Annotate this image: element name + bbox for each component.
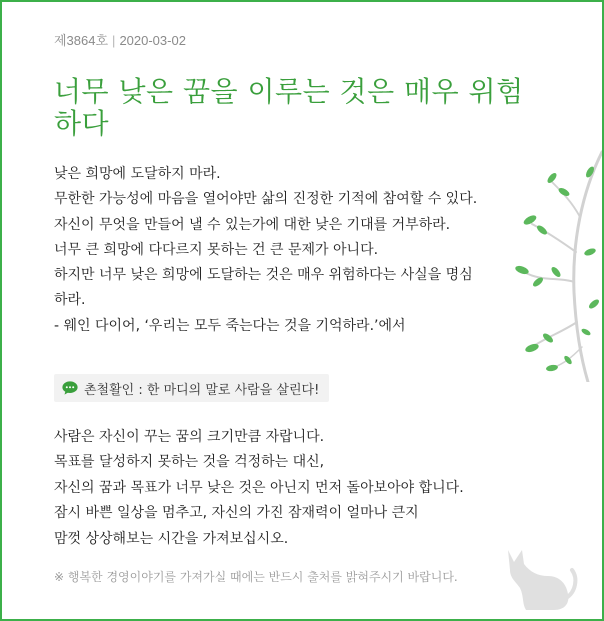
tree-branch-icon (502, 132, 602, 382)
commentary-line: 맘껏 상상해보는 시간을 가져보십시오. (54, 530, 289, 547)
quote-source: - 웨인 다이어, ‘우리는 모두 죽는다는 것을 기억하라.’에서 (54, 317, 406, 334)
quote-line: 하라. (54, 292, 86, 309)
quote-line: 낮은 희망에 도달하지 마라. (54, 166, 221, 182)
commentary-line: 목표를 달성하지 못하는 것을 걱정하는 대신, (54, 454, 325, 471)
quote-line: 무한한 가능성에 마음을 열어야만 삶의 진정한 기적에 참여할 수 있다. (54, 191, 478, 208)
copyright-notice: ※ 행복한 경영이야기를 가져가실 때에는 반드시 출처를 밝혀주시기 바랍니다. (54, 570, 458, 584)
commentary-block (54, 425, 524, 552)
quote-block (54, 162, 524, 339)
commentary-line: 자신의 꿈과 목표가 너무 낮은 것은 아닌지 먼저 돌아보아야 합니다. (54, 479, 464, 496)
badge-text: 촌철활인 : 한 마디의 말로 사람을 살린다! (84, 382, 320, 398)
quote-line: 너무 큰 희망에 다다르지 못하는 건 큰 문제가 아니다. (54, 241, 379, 258)
meta-separator: | (112, 33, 116, 48)
issue-number: 제3864호 (54, 33, 109, 48)
commentary-line: 사람은 자신이 꾸는 꿈의 크기만큼 자랍니다. (54, 429, 325, 445)
cat-silhouette-icon (500, 542, 580, 612)
commentary-line: 잠시 바쁜 일상을 멈추고, 자신의 가진 잠재력이 얼마나 큰지 (54, 505, 419, 522)
quote-line: 하지만 너무 낮은 희망에 도달하는 것은 매우 위험하다는 사실을 명심 (54, 267, 473, 284)
page-title: 너무 낮은 꿈을 이루는 것은 매우 위험하다 (54, 75, 524, 140)
speech-bubble-icon (62, 381, 78, 395)
issue-date: 2020-03-02 (119, 33, 186, 48)
quote-line: 자신이 무엇을 만들어 낼 수 있는가에 대한 낮은 기대를 거부하라. (54, 216, 451, 233)
section-badge (54, 374, 329, 402)
issue-meta (54, 30, 186, 49)
